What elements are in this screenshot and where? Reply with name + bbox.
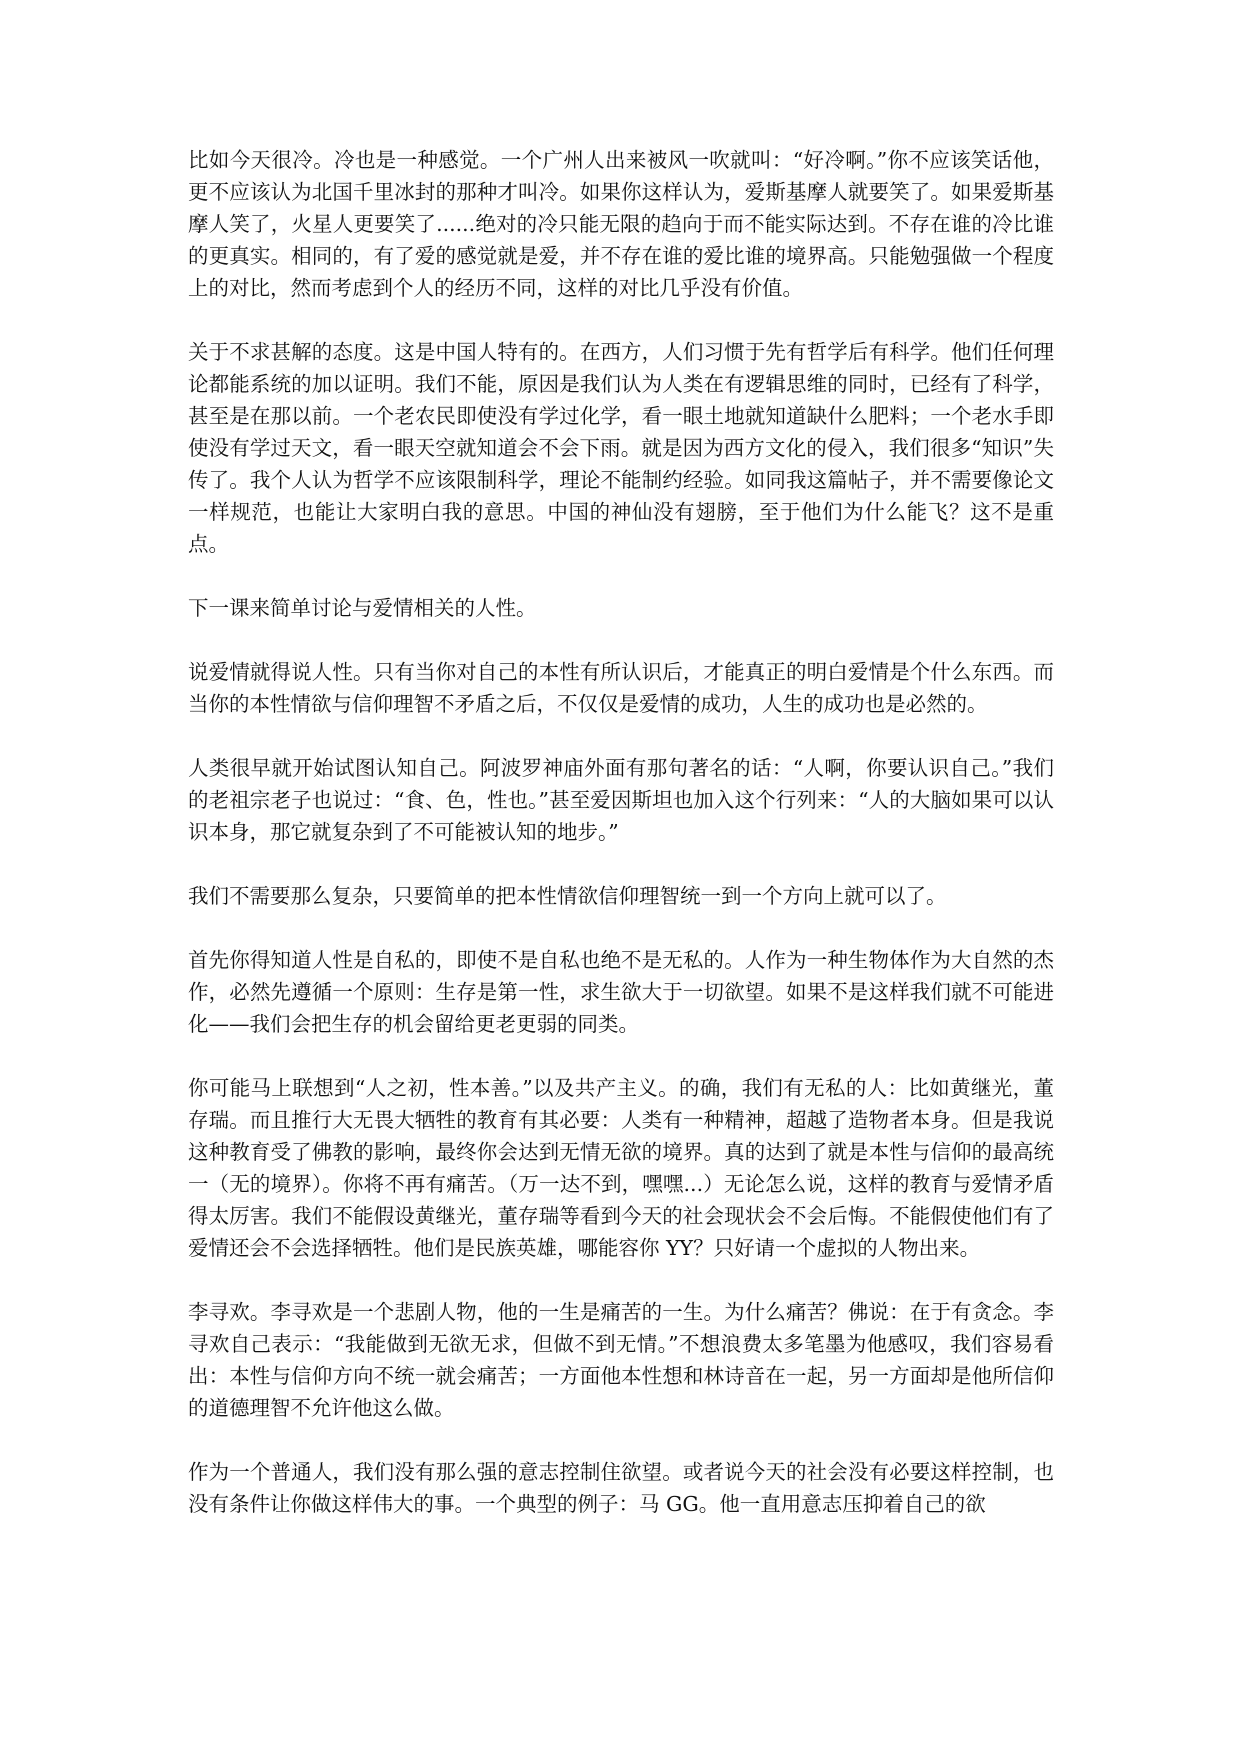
paragraph-next-lesson: 下一课来简单讨论与爱情相关的人性。 [188,596,537,620]
paragraph-li-xunhuan: 李寻欢。李寻欢是一个悲剧人物，他的一生是痛苦的一生。为什么痛苦？佛说：在于有贪念。李寻欢自己表示：“我能做到无欲无求，但做不到无情。”不想浪费太多笔墨为他感叹，我们容易看出：本性与信仰方向不统一就会痛苦；一方面他本性想和林诗音在一起，另一方面却是他所信仰的道德理智不允许他这么做。 [188,1300,1054,1420]
paragraph-love-and-nature: 说爱情就得说人性。只有当你对自己的本性有所认识后，才能真正的明白爱情是个什么东西。而当你的本性情欲与信仰理智不矛盾之后，不仅仅是爱情的成功，人生的成功也是必然的。 [188,660,1054,716]
paragraph-know-yourself: 人类很早就开始试图认知自己。阿波罗神庙外面有那句著名的话：“人啊，你要认识自己。”我们的老祖宗老子也说过：“食、色，性也。”甚至爱因斯坦也加入这个行列来：“人的大脑如果可以认识本身，那它就复杂到了不可能被认知的地步。” [188,756,1054,844]
document-body [188,144,1054,1520]
paragraph-human-selfish: 首先你得知道人性是自私的，即使不是自私也绝不是无私的。人作为一种生物体作为大自然的杰作，必然先遵循一个原则：生存是第一性，求生欲大于一切欲望。如果不是这样我们就不可能进化——我们会把生存的机会留给更老更弱的同类。 [188,948,1054,1036]
paragraph-cold-feeling: 比如今天很冷。冷也是一种感觉。一个广州人出来被风一吹就叫：“好冷啊。”你不应该笑话他，更不应该认为北国千里冰封的那种才叫冷。如果你这样认为，爱斯基摩人就要笑了。如果爱斯基摩人笑了，火星人更要笑了......绝对的冷只能无限的趋向于而不能实际达到。不存在谁的冷比谁的更真实。相同的，有了爱的感觉就是爱，并不存在谁的爱比谁的境界高。只能勉强做一个程度上的对比，然而考虑到个人的经历不同，这样的对比几乎没有价值。 [188,148,1054,300]
paragraph-not-seeking-understanding: 关于不求甚解的态度。这是中国人特有的。在西方，人们习惯于先有哲学后有科学。他们任何理论都能系统的加以证明。我们不能，原因是我们认为人类在有逻辑思维的同时，已经有了科学，甚至是在那以前。一个老农民即使没有学过化学，看一眼土地就知道缺什么肥料；一个老水手即使没有学过天文，看一眼天空就知道会不会下雨。就是因为西方文化的侵入，我们很多“知识”失传了。我个人认为哲学不应该限制科学，理论不能制约经验。如同我这篇帖子，并不需要像论文一样规范，也能让大家明白我的意思。中国的神仙没有翅膀，至于他们为什么能飞？这不是重点。 [188,340,1054,556]
paragraph-selfless-people: 你可能马上联想到“人之初，性本善。”以及共产主义。的确，我们有无私的人：比如黄继光，董存瑞。而且推行大无畏大牺牲的教育有其必要：人类有一种精神，超越了造物者本身。但是我说这种教育受了佛教的影响，最终你会达到无情无欲的境界。真的达到了就是本性与信仰的最高统一（无的境界）。你将不再有痛苦。（万一达不到，嘿嘿...）无论怎么说，这样的教育与爱情矛盾得太厉害。我们不能假设黄继光，董存瑞等看到今天的社会现状会不会后悔。不能假使他们有了爱情还会不会选择牺牲。他们是民族英雄，哪能容你 YY？只好请一个虚拟的人物出来。 [188,1076,1054,1260]
paragraph-unify-direction: 我们不需要那么复杂，只要简单的把本性情欲信仰理智统一到一个方向上就可以了。 [188,884,947,908]
paragraph-ordinary-people: 作为一个普通人，我们没有那么强的意志控制住欲望。或者说今天的社会没有必要这样控制，也没有条件让你做这样伟大的事。一个典型的例子：马 GG。他一直用意志压抑着自己的欲 [188,1460,1054,1516]
